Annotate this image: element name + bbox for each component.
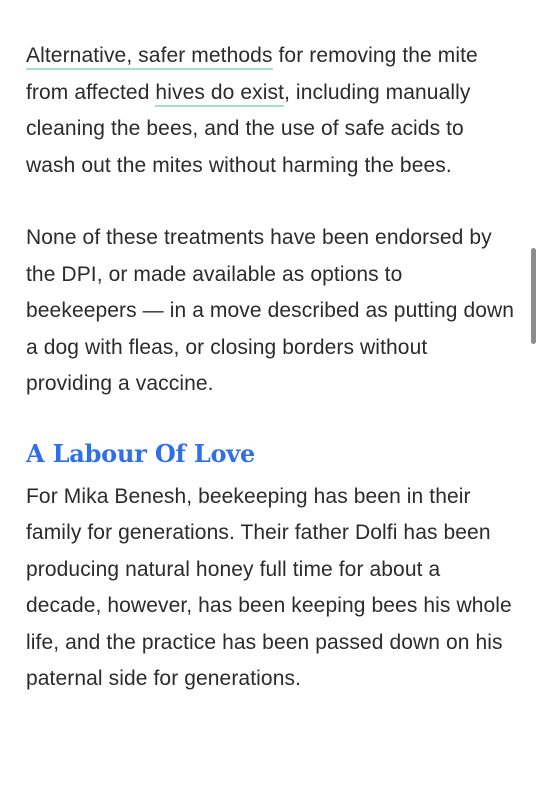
paragraph-alternative-methods xyxy=(26,38,518,184)
link-alternative-safer-methods[interactable]: Alternative, safer methods xyxy=(26,44,273,70)
paragraph-text: for removing the mite from affected xyxy=(26,44,478,104)
article-body xyxy=(26,38,518,698)
scrollbar-thumb[interactable] xyxy=(531,248,536,344)
link-hives-do-exist[interactable]: hives do exist xyxy=(155,81,284,107)
section-heading: A Labour Of Love xyxy=(26,438,256,468)
paragraph-treatments: None of these treatments have been endorsed by the DPI, or made available as options to beekeepers — in a move described as putting down a dog with fleas, or closing borders without providing a vaccine. xyxy=(26,226,515,395)
paragraph-mika-benesh: For Mika Benesh, beekeeping has been in their family for generations. Their father Dolfi has been producing natural honey full time for about a decade, however, has been keeping bees his whole life, and the practice has been passed down on his paternal side for generations. xyxy=(26,484,512,690)
paragraph-text: , including manually cleaning the bees, and the use of safe acids to wash out the mites without harming the bees. xyxy=(26,80,471,177)
